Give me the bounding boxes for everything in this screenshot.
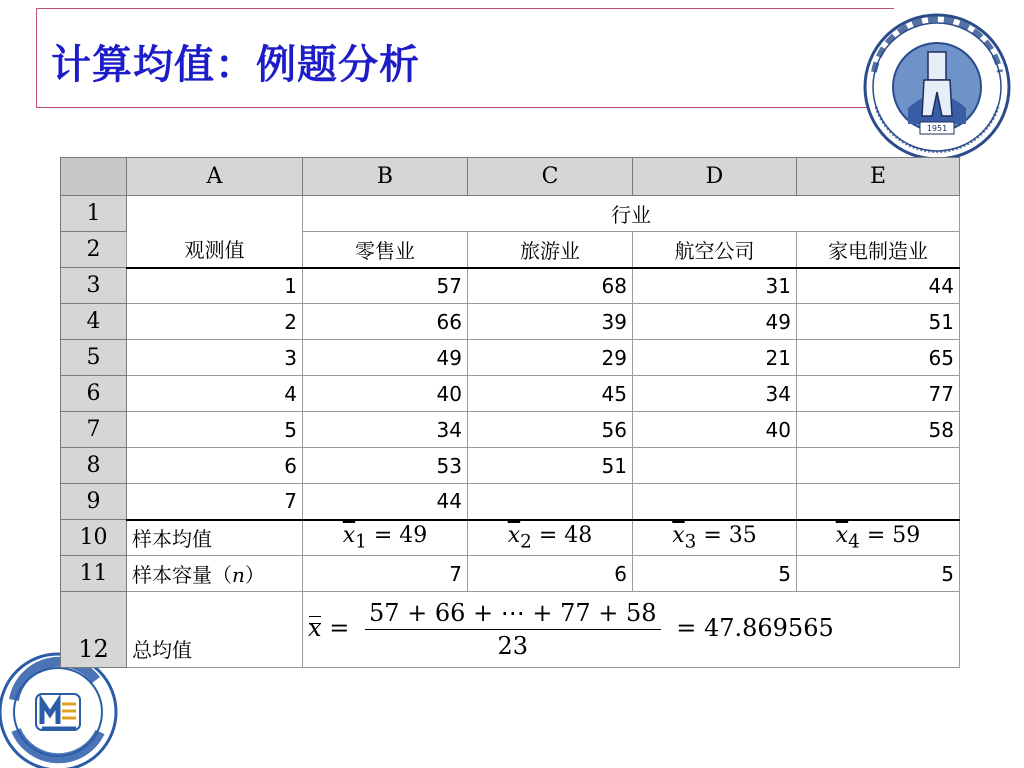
cell[interactable]: 68 (468, 268, 633, 304)
grand-mean-row (61, 592, 960, 668)
title-box (36, 8, 894, 108)
cell[interactable]: 65 (797, 340, 960, 376)
industry-appliance-cell[interactable]: 家电制造业 (797, 232, 960, 268)
cell[interactable]: 51 (468, 448, 633, 484)
row-header-4[interactable]: 4 (61, 304, 127, 340)
cell[interactable]: 6 (127, 448, 303, 484)
table-row (61, 412, 960, 448)
industry-retail-cell[interactable]: 零售业 (303, 232, 468, 268)
sample-size-label-text: 样本容量（ (132, 563, 232, 587)
cell[interactable]: 4 (127, 376, 303, 412)
table-row (61, 484, 960, 520)
grand-mean-label[interactable]: 总均值 (127, 592, 303, 668)
formula-fraction (365, 599, 661, 660)
select-all-corner[interactable] (61, 158, 127, 196)
table-row (61, 340, 960, 376)
mean-value: = 35 (703, 523, 757, 549)
cell[interactable]: 39 (468, 304, 633, 340)
mean-value: = 48 (538, 523, 593, 549)
sample-mean-appliance[interactable]: $\overline{x}_4 = 59$ (797, 520, 960, 556)
grand-mean-formula[interactable] (303, 592, 960, 668)
seal-year: 1951 (926, 124, 948, 133)
cell[interactable]: 21 (633, 340, 797, 376)
cell[interactable]: 5 (797, 556, 960, 592)
sample-mean-retail[interactable]: $\overline{x}_1 = 49$ (303, 520, 468, 556)
column-header-a[interactable]: A (127, 158, 303, 196)
sample-size-label[interactable] (127, 556, 303, 592)
mean-subscript: 2 (520, 531, 532, 553)
table-row (61, 448, 960, 484)
cell[interactable]: 56 (468, 412, 633, 448)
grand-mean-symbol: x (308, 614, 322, 642)
sample-mean-airline[interactable]: $\overline{x}_3 = 35$ (633, 520, 797, 556)
cell[interactable]: 45 (468, 376, 633, 412)
cell[interactable]: 44 (303, 484, 468, 520)
row-header-8[interactable]: 8 (61, 448, 127, 484)
column-header-d[interactable]: D (633, 158, 797, 196)
cell[interactable]: 7 (127, 484, 303, 520)
cell[interactable]: 6 (468, 556, 633, 592)
slide-title: 计算均值：例题分析 (51, 41, 420, 88)
cell[interactable]: 53 (303, 448, 468, 484)
cell[interactable]: 40 (303, 376, 468, 412)
row-header-11[interactable]: 11 (61, 556, 127, 592)
column-header-b[interactable]: B (303, 158, 468, 196)
mean-value: = 49 (373, 523, 428, 549)
sample-mean-label[interactable]: 样本均值 (127, 520, 303, 556)
observation-header-cell[interactable]: 观测值 (127, 196, 303, 268)
cell[interactable]: 66 (303, 304, 468, 340)
table-row (61, 268, 960, 304)
mean-subscript: 1 (355, 531, 367, 553)
formula-result: = 47.869565 (676, 614, 834, 642)
table-row (61, 376, 960, 412)
sample-size-row (61, 556, 960, 592)
row-header-10[interactable]: 10 (61, 520, 127, 556)
cell[interactable]: 34 (633, 376, 797, 412)
row-header-3[interactable]: 3 (61, 268, 127, 304)
cell[interactable] (633, 448, 797, 484)
sample-mean-row (61, 520, 960, 556)
row-header-9[interactable]: 9 (61, 484, 127, 520)
cell[interactable]: 77 (797, 376, 960, 412)
row-header-2[interactable]: 2 (61, 232, 127, 268)
spreadsheet (60, 157, 960, 668)
cell[interactable]: 1 (127, 268, 303, 304)
cell[interactable]: 31 (633, 268, 797, 304)
formula-equals: = (329, 614, 350, 642)
sample-size-var: n (232, 563, 245, 587)
cell[interactable]: 57 (303, 268, 468, 304)
cell[interactable]: 40 (633, 412, 797, 448)
industry-header-cell[interactable]: 行业 (303, 196, 960, 232)
cell[interactable] (468, 484, 633, 520)
cell[interactable]: 49 (633, 304, 797, 340)
cell[interactable]: 49 (303, 340, 468, 376)
column-header-c[interactable]: C (468, 158, 633, 196)
sample-mean-tourism[interactable]: $\overline{x}_2 = 48$ (468, 520, 633, 556)
sample-size-close: ） (244, 563, 265, 587)
cell[interactable]: 3 (127, 340, 303, 376)
industry-tourism-cell[interactable]: 旅游业 (468, 232, 633, 268)
cell[interactable]: 2 (127, 304, 303, 340)
cell[interactable] (797, 448, 960, 484)
row-header-5[interactable]: 5 (61, 340, 127, 376)
column-header-e[interactable]: E (797, 158, 960, 196)
row-header-6[interactable]: 6 (61, 376, 127, 412)
table-row (61, 304, 960, 340)
formula-numerator: 57 + 66 + ⋯ + 77 + 58 (365, 599, 661, 630)
cell[interactable] (633, 484, 797, 520)
cell[interactable]: 5 (633, 556, 797, 592)
cell[interactable]: 7 (303, 556, 468, 592)
university-seal-logo (858, 12, 1016, 162)
mean-value: = 59 (866, 523, 921, 549)
formula-denominator: 23 (497, 632, 529, 660)
cell[interactable]: 34 (303, 412, 468, 448)
cell[interactable]: 58 (797, 412, 960, 448)
row-header-12[interactable]: 12 (61, 592, 127, 668)
cell[interactable]: 44 (797, 268, 960, 304)
cell[interactable] (797, 484, 960, 520)
row-header-7[interactable]: 7 (61, 412, 127, 448)
mean-subscript: 3 (684, 531, 697, 553)
row-header-1[interactable]: 1 (61, 196, 127, 232)
cell[interactable]: 29 (468, 340, 633, 376)
mean-subscript: 4 (848, 531, 860, 553)
industry-airline-cell[interactable]: 航空公司 (633, 232, 797, 268)
cell[interactable]: 5 (127, 412, 303, 448)
cell[interactable]: 51 (797, 304, 960, 340)
